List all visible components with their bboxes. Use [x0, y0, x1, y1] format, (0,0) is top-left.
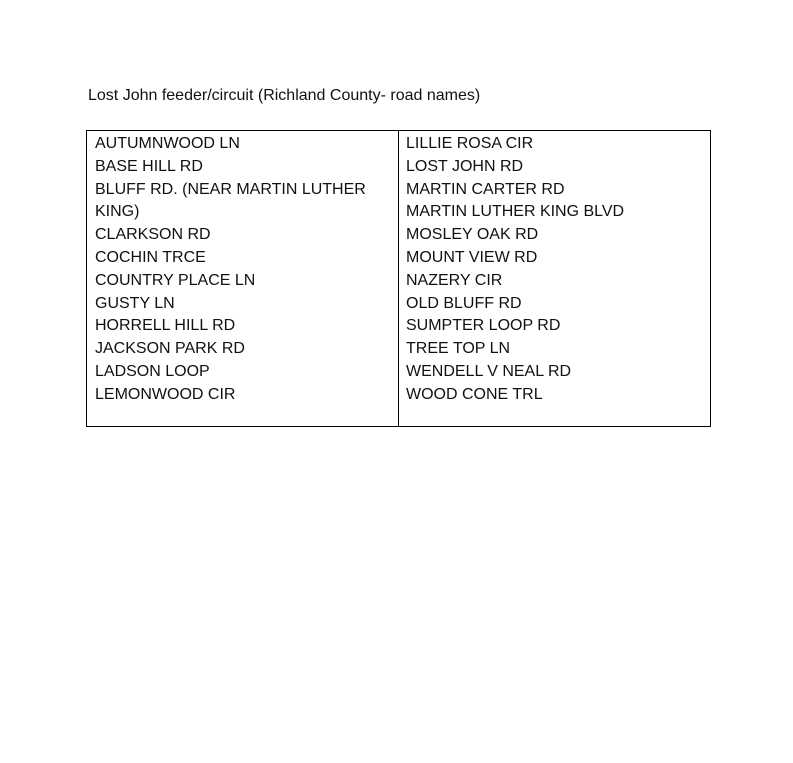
- road-name-cell: BASE HILL RD: [95, 157, 203, 175]
- right-road-column: [399, 131, 710, 426]
- left-road-column: [87, 131, 399, 426]
- road-name-cell: AUTUMNWOOD LN: [95, 135, 240, 152]
- road-name-cell: WENDELL V NEAL RD: [406, 362, 572, 380]
- road-name-cell: JACKSON PARK RD: [95, 340, 245, 358]
- road-name-cell: COCHIN TRCE: [95, 248, 206, 266]
- road-name-cell: MARTIN CARTER RD: [406, 180, 565, 198]
- road-name-cell: NAZERY CIR: [406, 271, 503, 289]
- road-name-cell: MOUNT VIEW RD: [406, 248, 538, 266]
- road-name-cell: LILLIE ROSA CIR: [406, 135, 534, 152]
- road-name-cell: LADSON LOOP: [95, 362, 210, 380]
- road-name-cell: MARTIN LUTHER KING BLVD: [406, 203, 625, 221]
- road-name-cell: OLD BLUFF RD: [406, 294, 522, 312]
- road-name-cell: SUMPTER LOOP RD: [406, 317, 561, 335]
- road-name-cell: CLARKSON RD: [95, 226, 211, 244]
- road-name-cell: WOOD CONE TRL: [406, 385, 543, 403]
- road-names-table: [86, 130, 711, 427]
- road-name-cell: LOST JOHN RD: [406, 157, 524, 175]
- road-name-cell: HORRELL HILL RD: [95, 317, 236, 335]
- road-name-cell: COUNTRY PLACE LN: [95, 271, 256, 289]
- road-name-cell: TREE TOP LN: [406, 340, 511, 358]
- road-name-cell: LEMONWOOD CIR: [95, 385, 236, 403]
- road-name-cell: GUSTY LN: [95, 294, 175, 312]
- document-title: Lost John feeder/circuit (Richland County- road names): [88, 87, 481, 104]
- road-name-cell: MOSLEY OAK RD: [406, 226, 539, 244]
- road-name-cell: BLUFF RD. (NEAR MARTIN LUTHER KING): [95, 180, 366, 221]
